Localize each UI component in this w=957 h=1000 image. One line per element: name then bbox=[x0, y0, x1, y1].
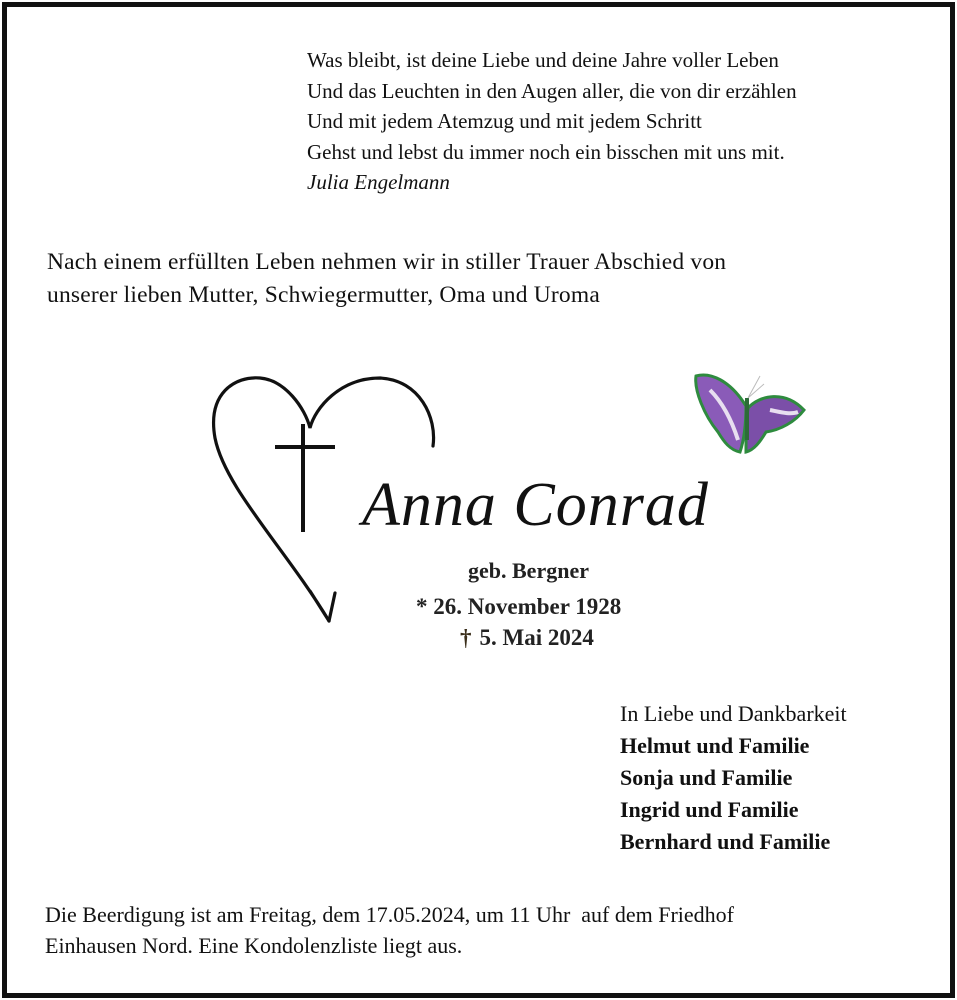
poem-line: Und das Leuchten in den Augen aller, die von dir erzählen bbox=[307, 78, 797, 103]
butterfly-icon bbox=[690, 370, 812, 456]
poem-line: Gehst und lebst du immer noch ein bisschen mit uns mit. bbox=[307, 139, 785, 164]
birth-date: * 26. November 1928 bbox=[416, 594, 622, 619]
death-date: 5. Mai 2024 bbox=[479, 625, 594, 650]
mourners-intro: In Liebe und Dankbarkeit bbox=[620, 701, 847, 726]
mourner: Sonja und Familie bbox=[620, 765, 793, 790]
death-date-line bbox=[460, 625, 594, 651]
cross-icon: † bbox=[460, 625, 472, 650]
intro-line: Nach einem erfüllten Leben nehmen wir in stiller Trauer Abschied von bbox=[47, 249, 727, 275]
funeral-info bbox=[45, 899, 734, 961]
mourner: Ingrid und Familie bbox=[620, 797, 799, 822]
intro-text bbox=[47, 246, 726, 312]
poem-author: Julia Engelmann bbox=[307, 170, 450, 194]
intro-line: unserer lieben Mutter, Schwiegermutter, Oma und Uroma bbox=[47, 282, 600, 308]
poem bbox=[307, 45, 797, 198]
mourner: Helmut und Familie bbox=[620, 733, 810, 758]
mourner: Bernhard und Familie bbox=[620, 829, 831, 854]
poem-line: Was bleibt, ist deine Liebe und deine Jahre voller Leben bbox=[307, 48, 779, 72]
deceased-name: Anna Conrad bbox=[362, 471, 709, 539]
poem-line: Und mit jedem Atemzug und mit jedem Schritt bbox=[307, 109, 702, 133]
funeral-line: Einhausen Nord. Eine Kondolenzliste liegt aus. bbox=[45, 933, 463, 958]
mourners bbox=[620, 698, 847, 858]
maiden-name: geb. Bergner bbox=[468, 558, 589, 583]
funeral-line: Die Beerdigung ist am Freitag, dem 17.05.2024, um 11 Uhr auf dem Friedhof bbox=[45, 902, 735, 927]
